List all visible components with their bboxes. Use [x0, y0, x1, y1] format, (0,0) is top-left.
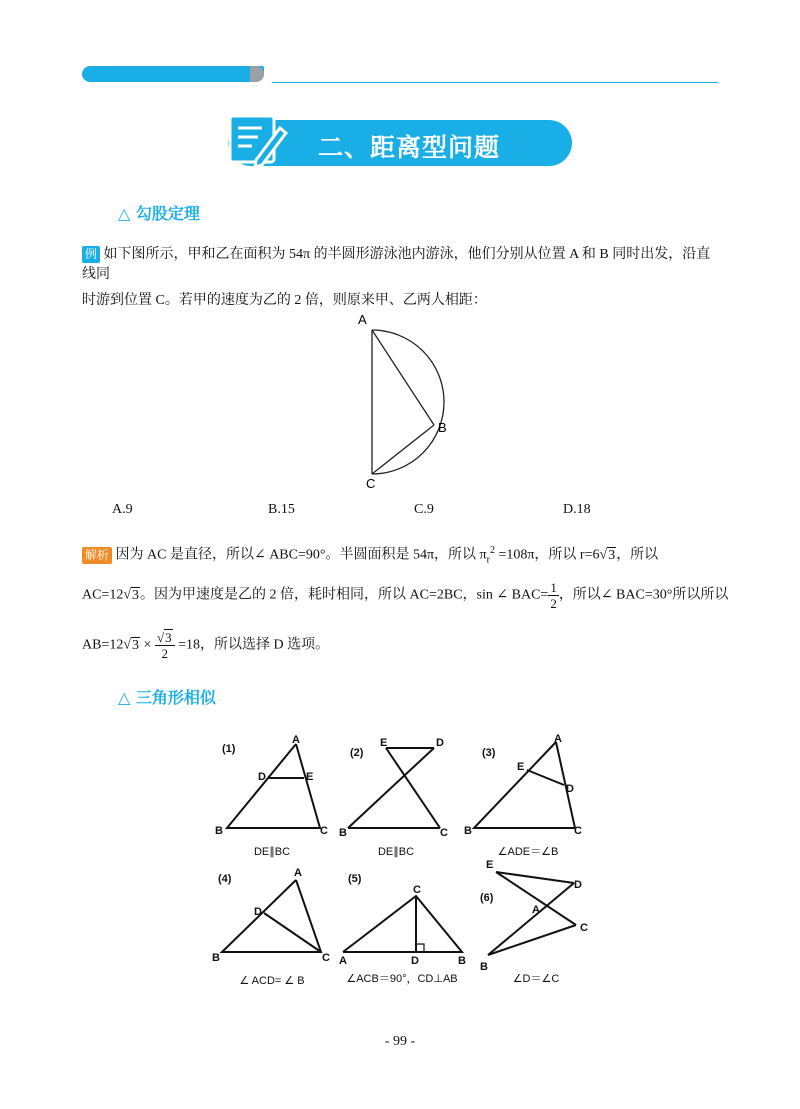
fig3-label-e: E [517, 761, 525, 773]
fig4-label-c: C [322, 952, 330, 964]
label-a: A [358, 312, 367, 327]
header-accent-shadow [250, 66, 264, 82]
analysis-text: × [140, 637, 155, 653]
option-b: B.15 [268, 502, 295, 517]
fig5-label-a: A [339, 955, 347, 967]
fig6-label-a: A [532, 904, 540, 916]
fig6-number: (6) [480, 892, 494, 904]
fig5-label-c: C [413, 884, 421, 896]
fig3-label-d: D [566, 783, 574, 795]
analysis-text: AC=12 [82, 587, 124, 603]
fraction-one-half: $\frac{1}{2}$ [550, 580, 557, 611]
fraction-root3-over-2: $\frac{√3}{2}$ [155, 630, 175, 661]
fig4-label-d: D [254, 906, 262, 918]
sqrt-3: 3 [132, 587, 140, 603]
option-c: C.9 [414, 502, 434, 517]
fig6-ec [496, 872, 576, 925]
banner-title: 二、距离型问题 [318, 133, 501, 162]
fig2-label-c: C [440, 827, 448, 839]
fig6-caption: ∠D＝∠C [512, 973, 560, 985]
fig3-label-a: A [554, 733, 562, 745]
fig1-caption: DE∥BC [253, 846, 291, 858]
semicircle-figure [350, 308, 460, 488]
fig1-label-e: E [306, 771, 314, 783]
fig5-triangle [343, 896, 462, 952]
problem-text [82, 245, 722, 311]
label-c: C [366, 476, 376, 488]
fig6-label-e: E [486, 859, 494, 871]
heading-pythagoras: △ 勾股定理 [118, 204, 200, 223]
option-a: A.9 [112, 502, 133, 517]
fig3-label-c: C [574, 825, 582, 837]
example-tag: 例 [82, 246, 100, 263]
analysis-line-1: 解析 因为 AC 是直径，所以∠ ABC=90°。半圆面积是 54π，所以 $\pi_r^2 =108\pi$，所以 r=6√3，所以 [82, 541, 722, 570]
fig6-label-b: B [480, 961, 488, 973]
fig1-label-b: B [215, 825, 223, 837]
analysis-text: ，所以 [616, 547, 659, 563]
fig4-caption: ∠ ACD= ∠ B [239, 975, 305, 987]
fig2-number: (2) [350, 747, 364, 759]
fig5-caption: ∠ACB＝90°，CD⊥AB [346, 973, 458, 985]
fig1-label-a: A [292, 734, 300, 746]
fig1-number: (1) [222, 743, 236, 755]
header-rule [272, 82, 718, 83]
sqrt-3: 3 [608, 547, 616, 563]
fig6-label-c: C [580, 922, 588, 934]
fig4-number: (4) [218, 873, 232, 885]
analysis-tag: 解析 [82, 547, 112, 564]
radius-symbol: r [486, 554, 490, 566]
segment-ab [372, 330, 434, 425]
analysis-line-3: AB=12√3 × $\frac{√3}{2}$ =18，所以选择 D 选项。 [82, 630, 330, 661]
page-number: - 99 - [384, 1034, 416, 1049]
analysis-text: ，所以∠ BAC=30°所以所以 [558, 587, 729, 603]
fig5-right-angle [416, 944, 424, 952]
problem-line-1-text: 如下图所示，甲和乙在面积为 54π 的半圆形游泳池内游泳，他们分别从位置 A 和 B 同时出发，沿直线同 [82, 247, 711, 282]
fig1-triangle [227, 744, 320, 828]
fig4-label-a: A [294, 867, 302, 879]
fig3-label-b: B [464, 825, 472, 837]
fig6-db [488, 883, 574, 955]
fig4-cd [264, 913, 321, 952]
analysis-text: =108π，所以 r=6 [494, 547, 600, 563]
problem-line-1 [82, 245, 722, 285]
fig5-label-d: D [411, 955, 419, 967]
fig5-label-b: B [458, 955, 466, 967]
notepad-pencil-icon [226, 112, 290, 168]
analysis-text: 。因为甲速度是乙的 2 倍，耗时相同，所以 AC=2BC，sin ∠ BAC= [140, 587, 549, 603]
similar-triangles-figure [200, 730, 610, 995]
fig6-bc [488, 925, 576, 955]
fig2-label-d: D [436, 737, 444, 749]
option-d: D.18 [563, 502, 591, 517]
semicircle-arc [372, 330, 444, 474]
fig1-label-c: C [320, 825, 328, 837]
fig4-label-b: B [212, 952, 220, 964]
problem-line-2: 时游到位置 C。若甲的速度为乙的 2 倍，则原来甲、乙两人相距： [82, 293, 487, 308]
fig3-number: (3) [482, 747, 496, 759]
fig2-caption: DE∥BC [377, 846, 415, 858]
analysis-text: =18，所以选择 D 选项。 [174, 637, 330, 653]
fig3-ed [527, 770, 564, 785]
fig2-db [348, 748, 434, 828]
analysis-text: AB=12 [82, 637, 124, 653]
fig2-label-b: B [339, 827, 347, 839]
fig2-label-e: E [380, 737, 388, 749]
analysis-text: 因为 AC 是直径，所以∠ ABC=90°。半圆面积是 54π，所以 π [115, 547, 487, 563]
fig1-label-d: D [258, 771, 266, 783]
header-accent-bar [82, 66, 264, 82]
fig5-number: (5) [348, 873, 362, 885]
fig6-label-d: D [574, 879, 582, 891]
heading-similar-triangles: △ 三角形相似 [118, 688, 216, 707]
fig6-ed [496, 872, 574, 883]
sqrt-3: 3 [132, 637, 140, 653]
exponent: 2 [489, 545, 495, 556]
label-b: B [438, 420, 447, 435]
analysis-line-2: AC=12√3。因为甲速度是乙的 2 倍，耗时相同，所以 AC=2BC，sin ∠ BAC= $\frac{1}{2}$ ，所以∠ BAC=30°所以所以 [82, 580, 729, 611]
fig3-caption: ∠ADE＝∠B [497, 846, 559, 858]
fig2-ec [386, 748, 440, 828]
